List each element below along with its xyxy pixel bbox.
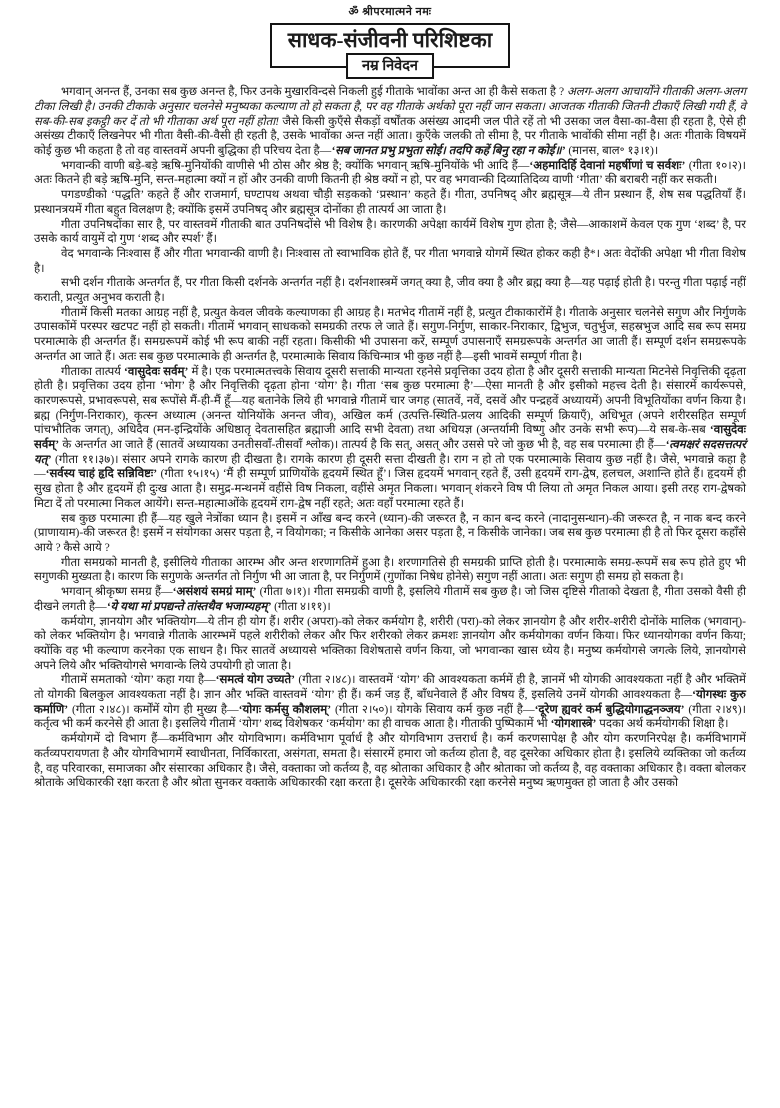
text-segment: ‘योगः कर्मसु कौशलम्’	[238, 702, 332, 716]
text-segment: ‘वासुदेवः सर्वम्’	[34, 423, 746, 452]
text-segment: ‘अहमादिर्हि देवानां महर्षीणां च सर्वशः’	[529, 158, 686, 172]
title-section	[34, 23, 746, 75]
text-segment: ‘योगशास्त्रे’	[550, 717, 597, 731]
text-segment: ‘असंशयं समग्रं माम्’	[172, 585, 257, 599]
paragraph	[34, 556, 746, 585]
text-segment: पदका अर्थ कर्मयोगकी शिक्षा है।	[596, 717, 729, 731]
text-segment: के अन्तर्गत आ जाते हैं (सातवें अध्यायका उनतीसवाँ-तीसवाँ श्लोक)। तात्पर्य है कि सत्, असत् और उससे परे जो कुछ भी है, वह सब परमात्मा ही हैं—	[59, 438, 666, 452]
text-segment: में है। एक परमात्मतत्त्वके सिवाय दूसरी सत्ताकी मान्यता रहनेसे प्रवृत्तिका उदय होता है और दूसरी सत्ताकी मान्यता मिटनेसे निवृत्तिकी दृढ़ता होती है। प्रवृत्तिका उदय होना ‘भोग’ है और निवृत्तिकी दृढ़ता होना ‘योग’ है। गीता ‘सब कुछ परमात्मा है’—ऐसा मानती है और इसीको महत्त्व देती है। संसारमें कार्यरूपसे, कारणरूपसे, प्रभावरूपसे, सब रूपोंसे मैं-ही-मैं हूँ—यह बतानेके लिये ही भगवान्ने गीतामें चार जगह (सातवें, नवें, दसवें और पन्द्रहवें अध्यायमें) अपनी विभूतियोंका वर्णन किया है। ब्रह्म (निर्गुण-निराकार), कृत्स्न अध्यात्म (अनन्त योनियोंके अनन्त जीव), अखिल कर्म (उत्पत्ति-स्थिति-प्रलय आदिकी सम्पूर्ण क्रियाएँ), अधिभूत (अपने शरीरसहित सम्पूर्ण पांचभौतिक जगत्), अधिदैव (मन-इन्द्रियोंके अधिष्ठातृ देवतासहित ब्रह्माजी आदि सभी देवता) तथा अधियज्ञ (अन्तर्यामी विष्णु और उनके सभी रूप)—ये सब-के-सब	[34, 364, 746, 437]
text-segment: सब कुछ परमात्मा ही हैं—यह खुले नेत्रोंका ध्यान है। इसमें न आँख बन्द करने (ध्यान)-की जरूरत है, न कान बन्द करने (नादानुसन्धान)-की जरूरत है, न नाक बन्द करने (प्राणायाम)-की जरूरत है! इसमें न संयोगका असर पड़ता है, न वियोगका; न किसीके आनेका असर पड़ता है, न किसीके जानेका। जब सब कुछ परमात्मा ही है तो फिर दूसरा कहाँसे आये ? कैसे आये ?	[34, 511, 746, 554]
text-segment: सभी दर्शन गीताके अन्तर्गत हैं, पर गीता किसी दर्शनके अन्तर्गत नहीं है। दर्शनशास्त्रमें जगत् क्या है, जीव क्या है और ब्रह्म क्या है—यह पढ़ाई होती है। परन्तु गीता पढ़ाई नहीं कराती, प्रत्युत अनुभव कराती है।	[34, 276, 746, 305]
text-segment: भगवान्की वाणी बड़े-बड़े ऋषि-मुनियोंकी वाणीसे भी ठोस और श्रेष्ठ है; क्योंकि भगवान् ऋषि-मुनियोंके भी आदि हैं—	[61, 158, 530, 172]
text-segment: (मानस, बाल॰ १३।१)।	[565, 144, 659, 157]
paragraph	[34, 585, 746, 614]
paragraph	[34, 276, 746, 305]
text-segment: (गीता १०।२)। अतः कितने ही बड़े ऋषि-मुनि, सन्त-महात्मा क्यों न हों और उनकी वाणी कितनी ही श्रेष्ठ क्यों न हो, पर वह भगवान्की दिव्यातिदिव्य वाणी ‘गीता’ की बराबरी नहीं कर सकती।	[34, 158, 746, 187]
text-segment: पगडण्डीको ‘पद्धति’ कहते हैं और राजमार्ग, घण्टापथ अथवा चौड़ी सड़कको ‘प्रस्थान’ कहते हैं। गीता, उपनिषद् और ब्रह्मसूत्र—ये तीन प्रस्थान हैं, शेष सब पद्धतियाँ हैं। प्रस्थानत्रयमें गीता बहुत विलक्षण है; क्योंकि इसमें उपनिषद् और ब्रह्मसूत्र दोनोंका ही तात्पर्य आ जाता है।	[34, 188, 746, 216]
text-segment: (गीता ११।३७)। संसार अपने रागके कारण ही दीखता है। रागके कारण ही दूसरी सत्ता दीखती है। राग न हो तो एक परमात्माके सिवाय कुछ नहीं है। जैसे, भगवान्ने कहा है—	[34, 452, 746, 481]
text-segment: कर्मयोगमें दो विभाग हैं—कर्मविभाग और योगविभाग। कर्मविभाग पूर्वार्ध है और योगविभाग उत्तरार्ध है। कर्म करणसापेक्ष है और योग करणनिरपेक्ष है। कर्मविभागमें कर्तव्यपरायणता है और योगविभागमें स्वाधीनता, निर्विकारता, असंगता, समता है। संसारमें हमारा जो कर्तव्य होता है, वह दूसरेका अधिकार होता है। इसलिये व्यक्तिका जो कर्तव्य है, वह परिवारका, समाजका और संसारका अधिकार है। जैसे, वक्ताका जो कर्तव्य है, वह श्रोताका अधिकार है और श्रोताका जो कर्तव्य है, वह वक्ताका अधिकार है। वक्ता बोलकर श्रोताके अधिकारकी रक्षा करता है और श्रोता सुनकर वक्ताके अधिकारकी रक्षा करता है। दूसरेके अधिकारकी रक्षा करनेसे मनुष्य ऋणमुक्त हो जाता है और उसको	[34, 732, 746, 790]
text-segment: (गीता ४।११)।	[271, 599, 331, 613]
paragraph	[34, 218, 746, 247]
text-segment: गीताका तात्पर्य	[61, 364, 125, 378]
paragraph	[34, 365, 746, 512]
text-segment: गीता उपनिषदोंका सार है, पर वास्तवमें गीताकी बात उपनिषदोंसे भी विशेष है। कारणकी अपेक्षा कार्यमें विशेष गुण होता है; जैसे—आकाशमें केवल एक गुण ‘शब्द’ है, पर उसके कार्य वायुमें दो गुण ‘शब्द और स्पर्श’ हैं।	[34, 217, 746, 246]
text-segment: ‘दूरेण ह्यवरं कर्म बुद्धियोगाद्धनञ्जय’	[534, 702, 685, 716]
text-segment: ‘वासुदेवः सर्वम्’	[124, 364, 189, 378]
text-segment: (गीता २।५०)। योगके सिवाय कर्म कुछ नहीं है—	[331, 702, 535, 716]
text-segment: ‘योगस्थः कुरु कर्माणि’	[34, 688, 746, 716]
text-segment: (गीता १५।१५) ‘मैं ही सम्पूर्ण प्राणियोंके हृदयमें स्थित हूँ’। जिस हृदयमें भगवान् रहते हैं, उसी हृदयमें राग-द्वेष, हलचल, अशान्ति होते हैं। हृदयमें ही सुख होता है और हृदयमें ही दुःख आता है। समुद्र-मन्थनमें वहींसे विष निकला, वहींसे अमृत निकला। भगवान् शंकरने विष पी लिया तो अमृत निकल आया। इसी तरह राग-द्वेषको मिटा दें तो परमात्मा निकल आयेंगे। सन्त-महात्माओंके हृदयमें राग-द्वेष नहीं रहते; अतः वहाँ परमात्मा रहते हैं।	[34, 467, 746, 510]
text-segment: (गीता ७।१)। गीता समग्रकी वाणी है, इसलिये गीतामें सब कुछ है। जो जिस दृष्टिसे गीताको देखता है, गीता उसको वैसी ही दीखने लगती है—	[34, 585, 746, 613]
paragraph	[34, 673, 746, 732]
page-title: साधक-संजीवनी परिशिष्टका	[270, 23, 510, 68]
text-segment: गीता समग्रको मानती है, इसीलिये गीताका आरम्भ और अन्त शरणागतिमें हुआ है। शरणागतिसे ही समग्रकी प्राप्ति होती है। परमात्माके समग्र-रूपमें सब रूप होते हुए भी सगुणकी मुख्यता है। कारण कि सगुणके अन्तर्गत तो निर्गुण भी आ जाता है, पर निर्गुणमें (गुणोंका निषेध होनेसे) सगुण नहीं आता। अतः सगुण ही समग्र हो सकता है।	[34, 555, 746, 584]
text-segment: (गीता २।४८)। कर्मोंमें योग ही मुख्य है—	[68, 702, 239, 716]
text-segment: कर्मयोग, ज्ञानयोग और भक्तियोग—ये तीन ही योग हैं। शरीर (अपरा)-को लेकर कर्मयोग है, शरीरी (परा)-को लेकर ज्ञानयोग है और शरीर-शरीरी दोनोंके मालिक (भगवान्)-को लेकर भक्तियोग है। भगवान्ने गीताके आरम्भमें पहले शरीरीको लेकर और फिर शरीरको लेकर क्रमशः ज्ञानयोग और कर्मयोगका वर्णन किया। फिर ध्यानयोगका वर्णन किया; क्योंकि वह भी कल्याण करनेका एक साधन है। फिर सातवें अध्यायसे भक्तिका विशेषतासे वर्णन किया, जो भगवान्का खास ध्येय है। मनुष्य कर्मयोगसे जगत्के लिये, ज्ञानयोगसे अपने लिये और भक्तियोगसे भगवान्के लिये उपयोगी हो जाता है।	[34, 614, 746, 672]
text-segment: गीतामें किसी मतका आग्रह नहीं है, प्रत्युत केवल जीवके कल्याणका ही आग्रह है। मतभेद गीतामें नहीं है, प्रत्युत टीकाकारोंमें है। गीताके अनुसार चलनेसे सगुण और निर्गुणके उपासकोंमें परस्पर खटपट नहीं हो सकती। गीतामें भगवान् साधकको समग्रकी तरफ ले जाते हैं। सगुण-निर्गुण, साकार-निराकार, द्विभुज, चतुर्भुज, सहस्रभुज आदि सब रूप समग्र परमात्माके ही अन्तर्गत हैं। समग्ररूपमें कोई भी रूप बाकी नहीं रहता। किसीकी भी उपासना करें, सम्पूर्ण उपासनाएँ समग्ररूपके अन्तर्गत आ जाती हैं। सम्पूर्ण दर्शन समग्ररूपके अन्तर्गत आ जाते हैं। अतः सब कुछ परमात्माके ही अन्तर्गत है, परमात्माके सिवाय किंचिन्मात्र भी कुछ नहीं है—इसी भावमें सम्पूर्ण गीता है।	[34, 305, 746, 363]
body-text	[34, 85, 746, 791]
paragraph	[34, 615, 746, 674]
text-segment: भगवान् श्रीकृष्ण समग्र हैं—	[61, 585, 173, 599]
text-segment: (गीता २।४९)। कर्तृत्व भी कर्म करनेसे ही आता है। इसलिये गीतामें ‘योग’ शब्द विशेषकर ‘कर्मयोग’ का ही वाचक आता है। गीताकी पुष्पिकामें भी	[34, 702, 747, 731]
text-segment: (गीता २।४८)। वास्तवमें ‘योग’ की आवश्यकता कर्ममें ही है, ज्ञानमें भी योगकी आवश्यकता नहीं है और भक्तिमें तो योगकी बिलकुल आवश्यकता नहीं है। ज्ञान और भक्ति वास्तवमें ‘योग’ ही हैं। कर्म जड़ हैं, बाँधनेवाले हैं और विषय हैं, इसलिये उनमें योगकी आवश्यकता है—	[34, 673, 746, 702]
text-segment: गीतामें समताको ‘योग’ कहा गया है—	[61, 673, 216, 687]
invocation-line: ॐ श्रीपरमात्मने नमः	[348, 6, 432, 18]
paragraph	[34, 188, 746, 217]
paragraph	[34, 512, 746, 556]
paragraph	[34, 247, 746, 276]
text-segment: ‘ये यथा मां प्रपद्यन्ते तांस्तथैव भजाम्यहम्’	[106, 599, 272, 613]
text-segment: ‘सब जानत प्रभु प्रभुता सोई। तदपि कहें बिनु रहा न कोई॥’	[331, 144, 566, 157]
text-segment: अलग-अलग आचार्योंने गीताकी अलग-अलग टीका लिखी है। उनकी टीकाके अनुसार चलनेसे मनुष्यका कल्याण तो हो सकता है, पर वह गीताके अर्थको पूरा नहीं जान सकता। आजतक गीताकी जितनी टीकाएँ लिखी गयी हैं, वे सब-की-सब इकट्ठी कर दें तो भी गीताका अर्थ पूरा नहीं होता!	[34, 85, 746, 128]
page-subtitle: नम्र निवेदन	[346, 53, 434, 79]
paragraph	[34, 85, 746, 159]
text-segment: ‘समत्वं योग उच्यते’	[215, 673, 295, 687]
text-segment: भगवान् अनन्त हैं, उनका सब कुछ अनन्त है, फिर उनके मुखारविन्दसे निकली हुई गीताके भावोंका अन्त आ ही कैसे सकता है ?	[61, 85, 568, 99]
text-segment: ‘सर्वस्य चाहं हृदि सन्निविष्टः’	[45, 467, 158, 481]
paragraph	[34, 306, 746, 365]
text-segment: ‘त्वमक्षरं सदसत्तत्परं यत्’	[34, 438, 747, 466]
paragraph	[34, 159, 746, 188]
paragraph	[34, 732, 746, 791]
text-segment: जैसे किसी कुएँसे सैकड़ों वर्षोंतक असंख्य आदमी जल पीते रहें तो भी उसका जल वैसा-का-वैसा ही रहता है, ऐसे ही असंख्य टीकाएँ लिखनेपर भी गीता वैसी-की-वैसी ही रहती है, उसके भावोंका अन्त नहीं आता। कुएँके जलकी तो सीमा है, पर गीताके भावोंकी सीमा नहीं है। अतः गीताके विषयमें कोई कुछ भी कहता है तो वह वास्तवमें अपनी बुद्धिका ही परिचय देता है—	[34, 114, 746, 157]
text-segment: वेद भगवान्के निःश्वास हैं और गीता भगवान्की वाणी है। निःश्वास तो स्वाभाविक होते हैं, पर गीता भगवान्ने योगमें स्थित होकर कही है*। अतः वेदोंकी अपेक्षा भी गीता विशेष है।	[34, 246, 746, 275]
